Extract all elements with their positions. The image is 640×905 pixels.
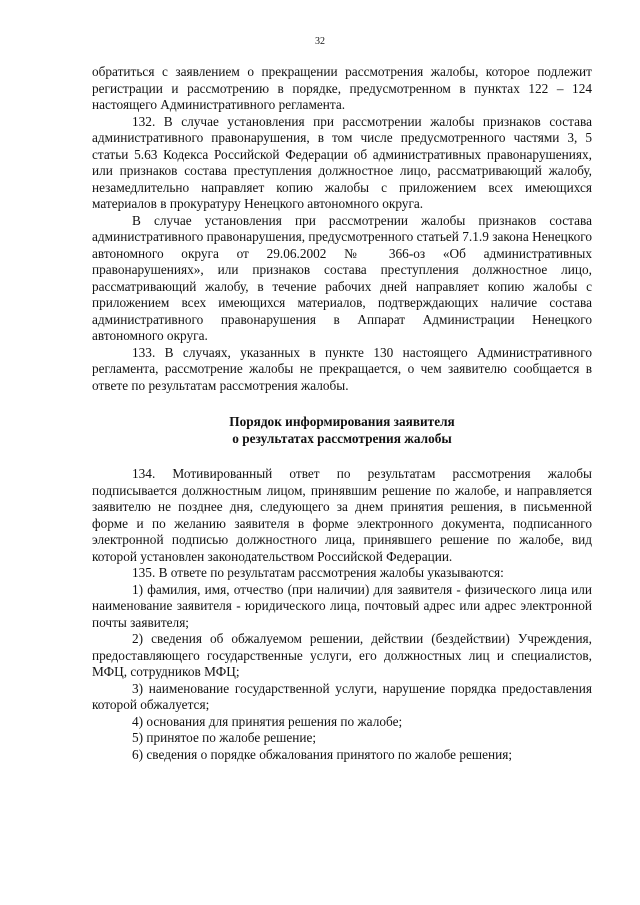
document-body [92, 64, 592, 763]
paragraph-135: 135. В ответе по результатам рассмотрения жалобы указываются: [132, 565, 504, 580]
list-item-5: 5) принятое по жалобе решение; [132, 730, 317, 745]
section-heading-line-1: Порядок информирования заявителя [229, 414, 455, 429]
paragraph-continuation: обратиться с заявлением о прекращении рассмотрения жалобы, которое подлежит регистрации и рассмотрению в порядке, предусмотренном в пунктах 122 – 124 настоящего Административного регламента. [92, 64, 592, 112]
section-heading-line-2: о результатах рассмотрения жалобы [232, 431, 452, 446]
page-number: 32 [315, 36, 325, 47]
section-heading [92, 413, 592, 447]
list-item-4: 4) основания для принятия решения по жалобе; [132, 713, 403, 729]
list-item-6: 6) сведения о порядке обжалования принятого по жалобе решения; [132, 746, 513, 762]
list-item-3: 3) наименование государственной услуги, нарушение порядка предоставления которой обжалуется; [92, 680, 592, 712]
paragraph-132-second: В случае установления при рассмотрении жалобы признаков состава административного правонарушения, предусмотренного статьей 7.1.9 закона Ненецкого автономного округа от 29.06.2002 № 366-оз «Об административных правонарушениях», или признаков состава преступления должностное лицо, рассматривающий жалобу, в течение рабочих дней направляет копию жалобы с приложением всех имеющихся материалов, подтверждающих наличие состава административного правонарушения в Аппарат Администрации Ненецкого автономного округа. [92, 212, 592, 343]
list-item-1: 1) фамилия, имя, отчество (при наличии) для заявителя - физического лица или наименование заявителя - юридического лица, почтовый адрес или адрес электронной почты заявителя; [92, 581, 592, 630]
paragraph-132: 132. В случае установления при рассмотрении жалобы признаков состава административного правонарушения, в том числе предусмотренного частями 3, 5 статьи 5.63 Кодекса Российской Федерации об административных правонарушениях, или признаков состава преступления должностное лицо, рассматривающий жалобу, незамедлительно направляет копию жалобы с приложением всех имеющихся материалов в прокуратуру Ненецкого автономного округа. [92, 113, 592, 211]
paragraph-133: 133. В случаях, указанных в пункте 130 настоящего Административного регламента, рассмотрение жалобы не прекращается, о чем заявителю сообщается в ответе по результатам рассмотрения жалобы. [92, 344, 592, 393]
paragraph-134: 134. Мотивированный ответ по результатам рассмотрения жалобы подписывается должностным лицом, принявшим решение по жалобе, и направляется заявителю не позднее дня, следующего за днем принятия решения, в письменной форме и по желанию заявителя в форме электронного документа, подписанного электронной подписью должностного лица, принявшего решение по жалобе, вид которой установлен законодательством Российской Федерации. [92, 466, 592, 564]
list-item-2: 2) сведения об обжалуемом решении, действии (бездействии) Учреждения, предоставляющего государственные услуги, его должностных лиц и специалистов, МФЦ, сотрудников МФЦ; [92, 631, 592, 679]
